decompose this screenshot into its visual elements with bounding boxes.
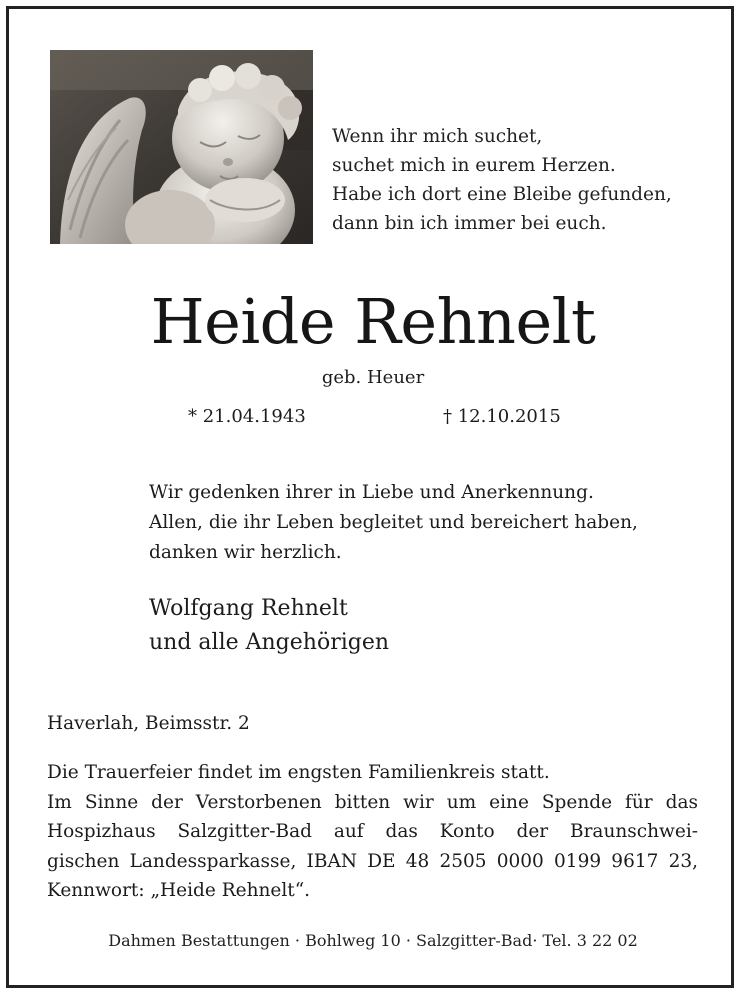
ceremony-line: Hospizhaus Salzgitter-Bad auf das Konto der Braunschwei- <box>47 821 698 842</box>
ceremony-line: gischen Landessparkasse, IBAN DE 48 2505 0000 0199 9617 23, <box>47 850 698 872</box>
poem-line: Wenn ihr mich suchet, <box>332 126 543 147</box>
deceased-name: Heide Rehnelt <box>150 285 596 358</box>
thanks-line: Allen, die ihr Leben begleitet und bereichert haben, <box>149 512 638 533</box>
death-date: † 12.10.2015 <box>443 406 561 427</box>
poem-line: dann bin ich immer bei euch. <box>332 213 607 234</box>
poem-line: Habe ich dort eine Bleibe gefunden, <box>332 184 672 205</box>
birth-date: * 21.04.1943 <box>188 406 306 427</box>
angel-photo <box>50 50 313 244</box>
signers <box>149 592 709 660</box>
thanks-line: danken wir herzlich. <box>149 542 342 563</box>
ceremony-line: Die Trauerfeier findet im engsten Familienkreis statt. <box>47 762 550 783</box>
signer-line: Wolfgang Rehnelt <box>149 596 348 621</box>
ceremony-notice <box>47 758 698 906</box>
poem-verse <box>332 122 722 238</box>
signer-line: und alle Angehörigen <box>149 630 390 655</box>
address: Haverlah, Beimsstr. 2 <box>47 713 250 734</box>
ceremony-line: Im Sinne der Verstorbenen bitten wir um eine Spende für das <box>47 791 698 813</box>
poem-line: suchet mich in eurem Herzen. <box>332 155 616 176</box>
thanks-line: Wir gedenken ihrer in Liebe und Anerkennung. <box>149 482 594 503</box>
ceremony-line: Kennwort: „Heide Rehnelt“. <box>47 880 311 901</box>
birth-name: geb. Heuer <box>321 367 425 388</box>
funeral-home-footer: Dahmen Bestattungen · Bohlweg 10 · Salzgitter-Bad· Tel. 3 22 02 <box>108 931 638 950</box>
thanks-text <box>149 478 709 568</box>
